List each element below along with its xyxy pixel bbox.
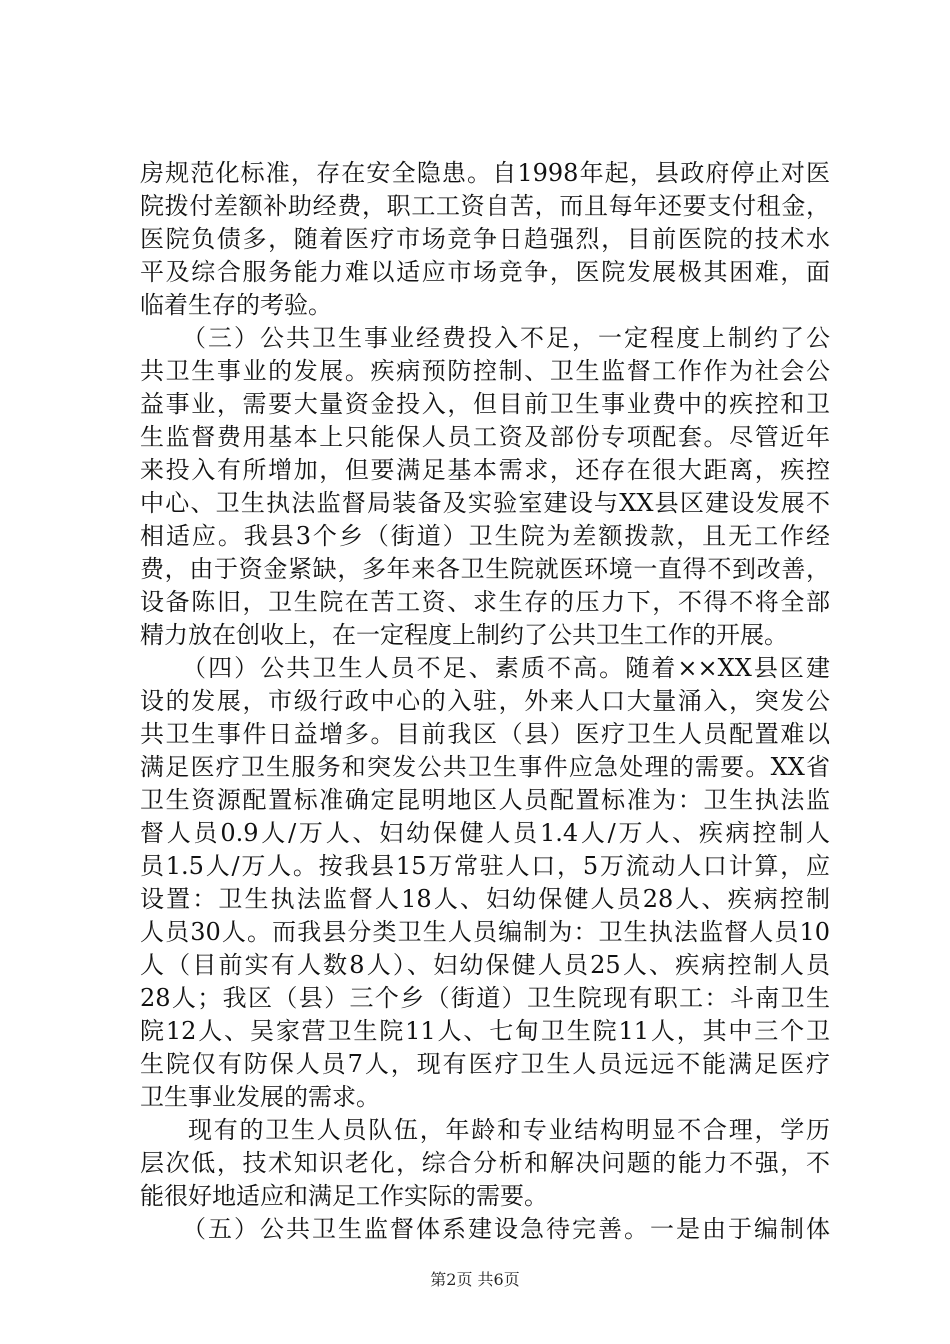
text-line: 设置：卫生执法监督人18人、妇幼保健人员28人、疾病控制 bbox=[140, 885, 830, 913]
text-line: 生院仅有防保人员7人，现有医疗卫生人员远远不能满足医疗 bbox=[140, 1050, 830, 1078]
text-line: 医院负债多，随着医疗市场竞争日趋强烈，目前医院的技术水 bbox=[140, 225, 830, 253]
paragraph-3 bbox=[140, 652, 830, 1114]
text-line: 层次低，技术知识老化，综合分析和解决问题的能力不强，不 bbox=[140, 1149, 830, 1177]
text-line: 生监督费用基本上只能保人员工资及部份专项配套。尽管近年 bbox=[140, 423, 830, 451]
text-line: 卫生事业发展的需求。 bbox=[140, 1083, 380, 1111]
text-line: 满足医疗卫生服务和突发公共卫生事件应急处理的需要。XX省 bbox=[140, 753, 830, 781]
text-line: （五）公共卫生监督体系建设急待完善。一是由于编制体 bbox=[182, 1215, 830, 1243]
text-line: 卫生资源配置标准确定昆明地区人员配置标准为：卫生执法监 bbox=[140, 786, 830, 814]
page-number-footer: 第2页 共6页 bbox=[430, 1270, 520, 1289]
text-line: 共卫生事件日益增多。目前我区（县）医疗卫生人员配置难以 bbox=[140, 720, 830, 748]
text-line: 房规范化标准，存在安全隐患。自1998年起，县政府停止对医 bbox=[140, 159, 830, 187]
text-line: 设备陈旧，卫生院在苦工资、求生存的压力下，不得不将全部 bbox=[140, 588, 830, 616]
text-line: 人（目前实有人数8人）、妇幼保健人员25人、疾病控制人员 bbox=[140, 951, 830, 979]
text-line: 益事业，需要大量资金投入，但目前卫生事业费中的疾控和卫 bbox=[140, 390, 830, 418]
text-line: 来投入有所增加，但要满足基本需求，还存在很大距离，疾控 bbox=[140, 456, 830, 484]
text-line: 现有的卫生人员队伍，年龄和专业结构明显不合理，学历 bbox=[188, 1116, 830, 1144]
text-line: 临着生存的考验。 bbox=[140, 291, 332, 319]
text-line: 督人员0.9人/万人、妇幼保健人员1.4人/万人、疾病控制人 bbox=[140, 819, 830, 847]
text-line: 精力放在创收上，在一定程度上制约了公共卫生工作的开展。 bbox=[140, 621, 788, 649]
text-line: 相适应。我县3个乡（街道）卫生院为差额拨款，且无工作经 bbox=[140, 522, 830, 550]
text-line: 28人；我区（县）三个乡（街道）卫生院现有职工：斗南卫生 bbox=[140, 984, 830, 1012]
text-line: 员1.5人/万人。按我县15万常驻人口，5万流动人口计算，应 bbox=[140, 852, 830, 880]
text-line: （四）公共卫生人员不足、素质不高。随着××XX县区建 bbox=[182, 654, 830, 682]
text-line: （三）公共卫生事业经费投入不足，一定程度上制约了公 bbox=[182, 324, 830, 352]
text-line: 中心、卫生执法监督局装备及实验室建设与XX县区建设发展不 bbox=[140, 489, 830, 517]
paragraph-2 bbox=[140, 322, 830, 652]
text-line: 人员30人。而我县分类卫生人员编制为：卫生执法监督人员10 bbox=[140, 918, 830, 946]
text-line: 共卫生事业的发展。疾病预防控制、卫生监督工作作为社会公 bbox=[140, 357, 830, 385]
text-line: 院12人、吴家营卫生院11人、七甸卫生院11人，其中三个卫 bbox=[140, 1017, 830, 1045]
text-line: 设的发展，市级行政中心的入驻，外来人口大量涌入，突发公 bbox=[140, 687, 830, 715]
paragraph-4 bbox=[140, 1114, 830, 1213]
text-line: 能很好地适应和满足工作实际的需要。 bbox=[140, 1182, 548, 1210]
paragraph-5 bbox=[140, 1213, 830, 1246]
text-line: 院拨付差额补助经费，职工工资自苦，而且每年还要支付租金， bbox=[140, 192, 830, 220]
text-line: 平及综合服务能力难以适应市场竞争，医院发展极其困难，面 bbox=[140, 258, 830, 286]
text-line: 费，由于资金紧缺，多年来各卫生院就医环境一直得不到改善， bbox=[140, 555, 830, 583]
document-body bbox=[140, 157, 830, 1246]
paragraph-1 bbox=[140, 157, 830, 322]
